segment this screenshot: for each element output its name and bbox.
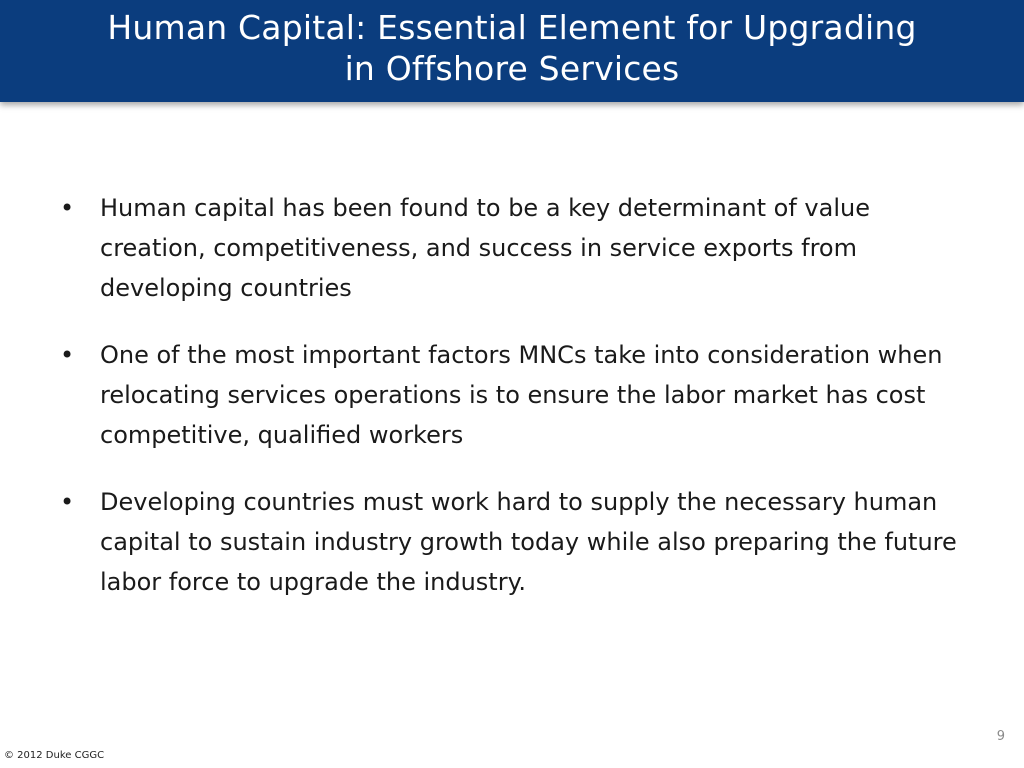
slide-title bbox=[62, 7, 962, 89]
title-bar bbox=[0, 0, 1024, 102]
bullet-item bbox=[60, 482, 960, 602]
bullet-text: Developing countries must work hard to supply the necessary human capital to sustain industry growth today while also preparing the future labor force to upgrade the industry. bbox=[100, 488, 957, 596]
bullet-item bbox=[60, 335, 960, 455]
bullet-dot-icon: • bbox=[60, 488, 75, 516]
bullet-text: One of the most important factors MNCs take into consideration when relocating services operations is to ensure the labor market has cost competitive, qualified workers bbox=[100, 341, 943, 449]
slide-title-line-2: in Offshore Services bbox=[344, 49, 680, 88]
bullet-dot-icon: • bbox=[60, 341, 75, 369]
copyright-notice: © 2012 Duke CGGC bbox=[4, 750, 105, 761]
slide-title-line-1: Human Capital: Essential Element for Upgrading bbox=[107, 8, 917, 47]
bullet-text: Human capital has been found to be a key determinant of value creation, competitiveness, and success in service exports from developing countries bbox=[100, 194, 870, 302]
bullet-list bbox=[60, 188, 960, 629]
bullet-item bbox=[60, 188, 960, 308]
bullet-dot-icon: • bbox=[60, 194, 75, 222]
page-number: 9 bbox=[996, 729, 1005, 744]
